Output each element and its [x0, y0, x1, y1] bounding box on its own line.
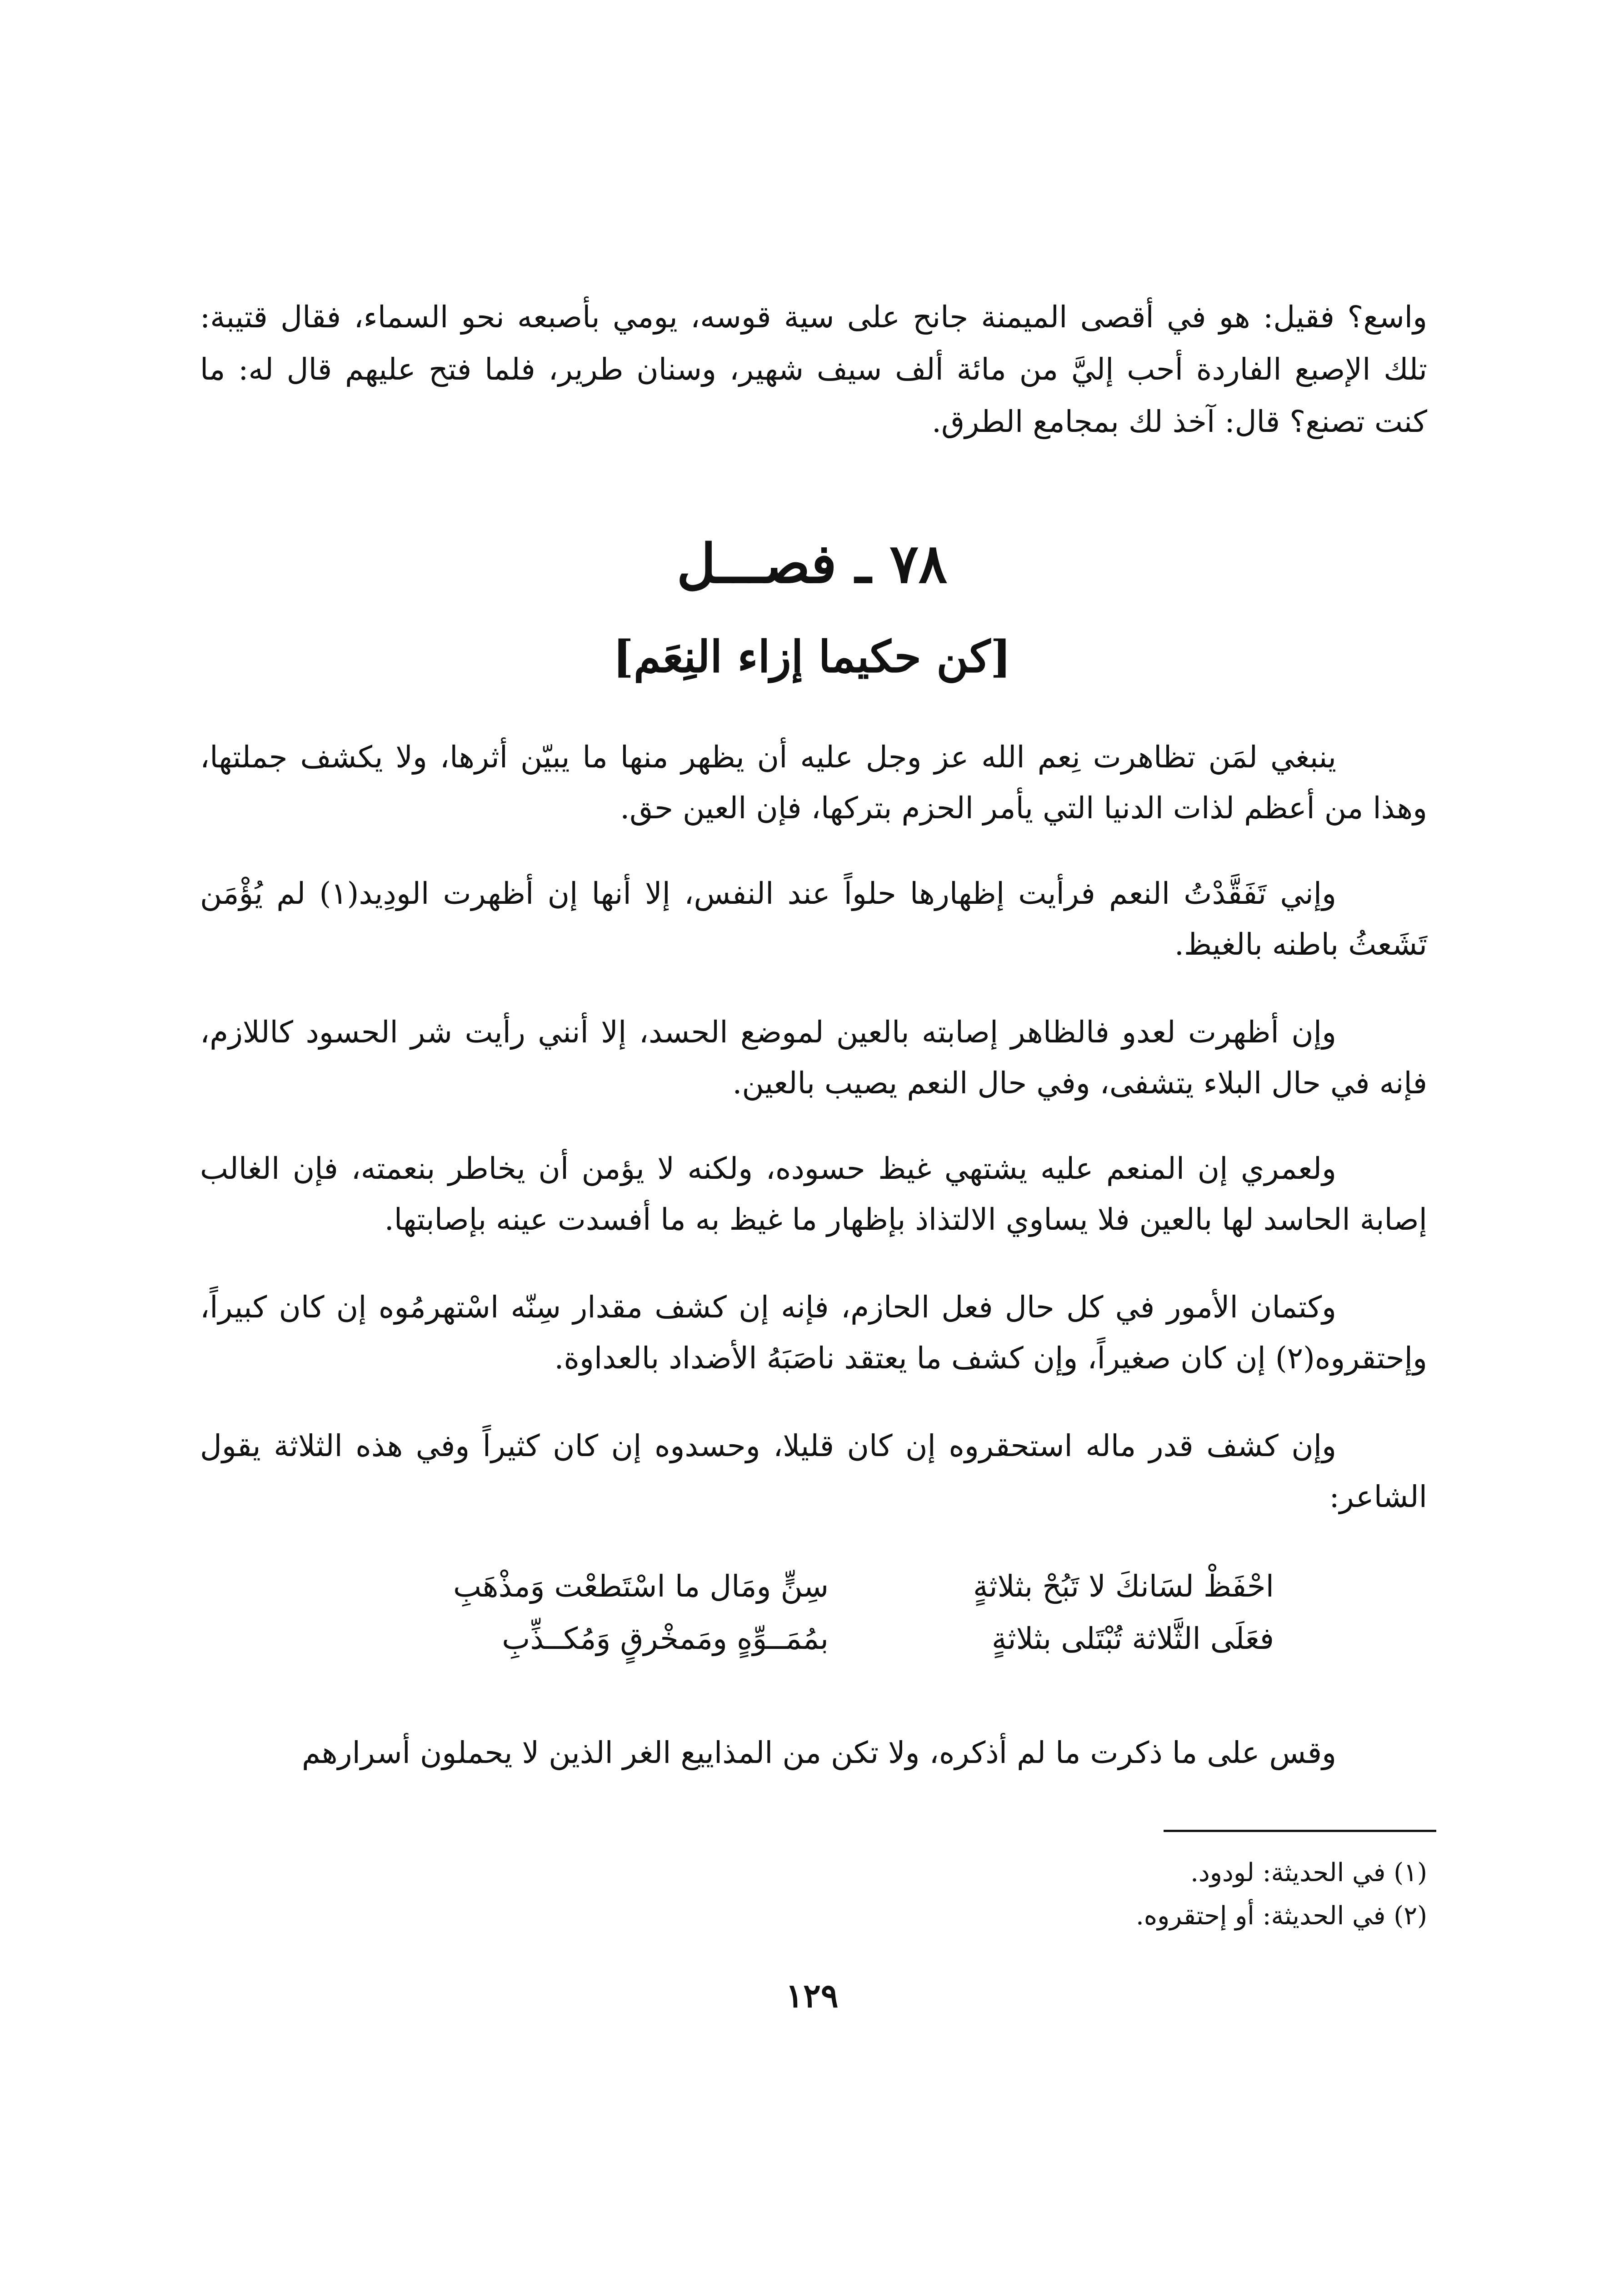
chapter-title: ٧٨ ـ فصـــل	[676, 532, 948, 595]
footnote-2: (٢) في الحديثة: أو إحتقروه.	[1135, 1901, 1427, 1931]
footnote-divider	[1164, 1830, 1436, 1832]
paragraph-3: وإن أظهرت لعدو فالظاهر إصابته بالعين لموضع الحسد، إلا أنني رأيت شر الحسود كاللازم، فإنه في حال البلاء يتشفى، وفي حال النعم يصيب بالعين.	[200, 1015, 1427, 1101]
closing-paragraph: وقس على ما ذكرت ما لم أذكره، ولا تكن من المذاييع الغر الذين لا يحملون أسرارهم	[301, 1735, 1336, 1770]
paragraph-1: ينبغي لمَن تظاهرت نِعم الله عز وجل عليه أن يظهر منها ما يبيّن أثرها، ولا يكشف جملتها، وهذا من أعظم لذات الدنيا التي يأمر الحزم بتركها، فإن العين حق.	[200, 740, 1427, 826]
poem-line1-second-hemistich: سِنٍّ ومَال ما اسْتَطعْت وَمذْهَبِ	[453, 1569, 829, 1604]
chapter-subtitle: [كن حكيما إزاء النِعَم]	[613, 631, 1011, 682]
footnote-1: (١) في الحديثة: لودود.	[1190, 1858, 1427, 1887]
poem-line1-first-hemistich: احْفَظْ لسَانكَ لا تَبُحْ بثلاثةٍ	[973, 1569, 1274, 1604]
poem-line2-first-hemistich: فعَلَى الثَّلاثة تُبْتَلى بثلاثةٍ	[991, 1621, 1274, 1656]
poem-line2-second-hemistich: بمُمَــوِّهٍ ومَمخْرقٍ وَمُكــذِّبِ	[502, 1621, 829, 1656]
paragraph-4: ولعمري إن المنعم عليه يشتهي غيظ حسوده، ولكنه لا يؤمن أن يخاطر بنعمته، فإن الغالب إصابة الحاسد لها بالعين فلا يساوي الالتذاذ بإظهار ما غيظ به ما أفسدت عينه بإصابتها.	[200, 1151, 1427, 1237]
paragraph-6: وإن كشف قدر ماله استحقروه إن كان قليلا، وحسدوه إن كان كثيراً وفي هذه الثلاثة يقول الشاعر:	[200, 1428, 1427, 1514]
top-paragraph: واسع؟ فقيل: هو في أقصى الميمنة جانح على سية قوسه، يومي بأصبعه نحو السماء، فقال قتيبة: تلك الإصبع الفاردة أحب إليَّ من مائة ألف سيف شهير، وسنان طرير، فلما فتح عليهم قال له: ما كنت تصنع؟ قال: آخذ لك بمجامع الطرق.	[200, 300, 1427, 439]
paragraph-2: وإني تَفَقَّدْتُ النعم فرأيت إظهارها حلواً عند النفس، إلا أنها إن أظهرت الودِيد(١) لم يُؤْمَن تَشَعثُ باطنه بالغيظ.	[200, 876, 1427, 962]
page-number: ١٢٩	[785, 1976, 839, 2015]
paragraph-5: وكتمان الأمور في كل حال فعل الحازم، فإنه إن كشف مقدار سِنّه اسْتهرمُوه إن كان كبيراً، وإحتقروه(٢) إن كان صغيراً، وإن كشف ما يعتقد ناصَبَهُ الأضداد بالعداوة.	[200, 1290, 1427, 1376]
